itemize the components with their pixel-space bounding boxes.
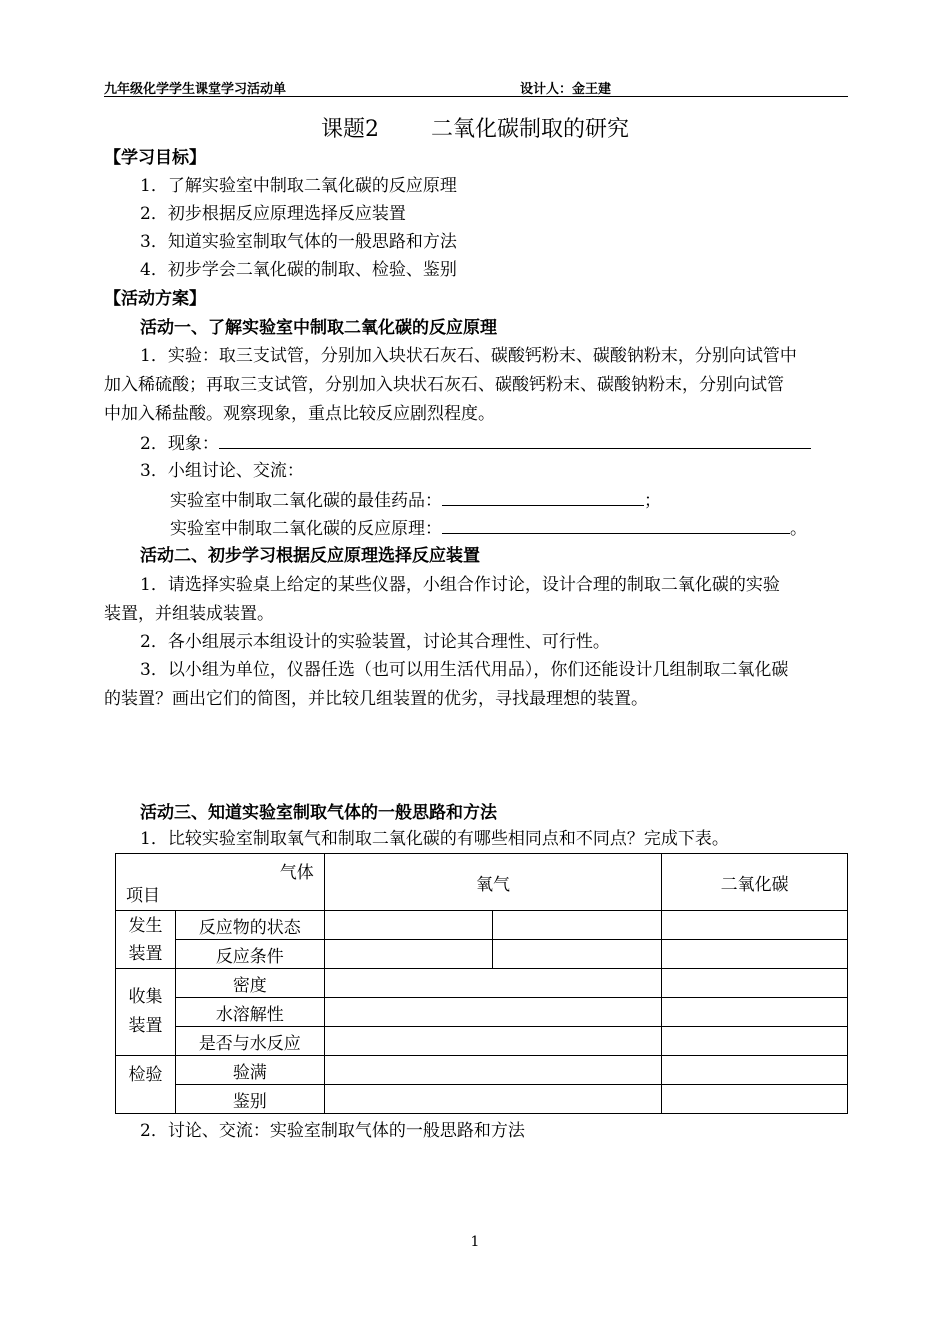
answer-cell[interactable] bbox=[324, 969, 662, 998]
row-label-react-water: 是否与水反应 bbox=[175, 1027, 324, 1056]
comparison-table bbox=[115, 853, 848, 1114]
answer-cell[interactable] bbox=[324, 940, 493, 969]
phenomenon-label: 2．现象： bbox=[140, 434, 219, 454]
goals-heading: 【学习目标】 bbox=[104, 148, 206, 168]
answer-cell[interactable] bbox=[324, 1056, 662, 1085]
table-row bbox=[116, 911, 848, 940]
activity2-p2: 2．各小组展示本组设计的实验装置，讨论其合理性、可行性。 bbox=[140, 632, 610, 652]
goal-item: 4．初步学会二氧化碳的制取、检验、鉴别 bbox=[140, 260, 457, 280]
phenomenon-blank[interactable] bbox=[219, 432, 811, 449]
corner-item-label: 项目 bbox=[126, 886, 160, 906]
principle-line bbox=[170, 517, 807, 540]
answer-cell[interactable] bbox=[493, 911, 662, 940]
plan-heading: 【活动方案】 bbox=[104, 289, 206, 309]
row-label-full: 验满 bbox=[175, 1056, 324, 1085]
table-corner-cell bbox=[116, 854, 325, 911]
row-label-solubility: 水溶解性 bbox=[175, 998, 324, 1027]
table-header-row bbox=[116, 854, 848, 911]
collect-group-cell: 收集 装置 bbox=[116, 969, 176, 1056]
activity2-p1-line1: 1．请选择实验桌上给定的某些仪器，小组合作讨论，设计合理的制取二氧化碳的实验 bbox=[140, 575, 780, 595]
answer-cell[interactable] bbox=[662, 969, 848, 998]
table-row bbox=[116, 1027, 848, 1056]
phenomenon-line bbox=[140, 432, 811, 455]
activity1-exp-line3: 中加入稀盐酸。观察现象，重点比较反应剧烈程度。 bbox=[104, 404, 495, 424]
row-label-state: 反应物的状态 bbox=[175, 911, 324, 940]
activity3-p2: 2．讨论、交流：实验室制取气体的一般思路和方法 bbox=[140, 1121, 525, 1141]
generate-group-cell: 发生 装置 bbox=[116, 911, 176, 969]
goal-item: 1．了解实验室中制取二氧化碳的反应原理 bbox=[140, 176, 457, 196]
best-drug-end: ； bbox=[644, 491, 661, 511]
header-left: 九年级化学学生课堂学习活动单 bbox=[104, 82, 287, 97]
answer-cell[interactable] bbox=[662, 998, 848, 1027]
table-row bbox=[116, 998, 848, 1027]
best-drug-line bbox=[170, 489, 661, 512]
table-row bbox=[116, 969, 848, 998]
activity3-p1: 1．比较实验室制取氧气和制取二氧化碳的有哪些相同点和不同点？完成下表。 bbox=[140, 829, 729, 849]
answer-cell[interactable] bbox=[493, 940, 662, 969]
goal-item: 2．初步根据反应原理选择反应装置 bbox=[140, 204, 406, 224]
table-row bbox=[116, 1085, 848, 1114]
principle-end: 。 bbox=[790, 519, 807, 539]
best-drug-blank[interactable] bbox=[442, 489, 644, 506]
answer-cell[interactable] bbox=[662, 911, 848, 940]
activity2-p1-line2: 装置，并组装成装置。 bbox=[104, 604, 274, 624]
activity2-p3-line1: 3．以小组为单位，仪器任选（也可以用生活代用品），你们还能设计几组制取二氧化碳 bbox=[140, 660, 789, 680]
table-row bbox=[116, 940, 848, 969]
lesson-number: 课题2 bbox=[320, 117, 379, 142]
lesson-topic: 二氧化碳制取的研究 bbox=[430, 117, 629, 142]
page-title bbox=[0, 116, 950, 144]
answer-cell[interactable] bbox=[324, 911, 493, 940]
answer-cell[interactable] bbox=[662, 1027, 848, 1056]
principle-label: 实验室中制取二氧化碳的反应原理： bbox=[170, 519, 442, 539]
row-label-condition: 反应条件 bbox=[175, 940, 324, 969]
activity1-exp-line2: 加入稀硫酸；再取三支试管，分别加入块状石灰石、碳酸钙粉末、碳酸钠粉末，分别向试管 bbox=[104, 375, 784, 395]
best-drug-label: 实验室中制取二氧化碳的最佳药品： bbox=[170, 491, 442, 511]
row-label-density: 密度 bbox=[175, 969, 324, 998]
answer-cell[interactable] bbox=[662, 1056, 848, 1085]
activity3-heading: 活动三、知道实验室制取气体的一般思路和方法 bbox=[140, 803, 497, 823]
answer-cell[interactable] bbox=[324, 998, 662, 1027]
answer-cell[interactable] bbox=[324, 1027, 662, 1056]
test-group-cell: 检验 bbox=[116, 1056, 176, 1114]
goal-item: 3．知道实验室制取气体的一般思路和方法 bbox=[140, 232, 457, 252]
corner-gas-label: 气体 bbox=[279, 863, 314, 883]
activity1-exp-line1: 1．实验：取三支试管，分别加入块状石灰石、碳酸钙粉末、碳酸钠粉末，分别向试管中 bbox=[140, 346, 797, 366]
answer-cell[interactable] bbox=[662, 1085, 848, 1114]
page-number: 1 bbox=[470, 1234, 480, 1250]
co2-column-header: 二氧化碳 bbox=[662, 854, 848, 911]
activity2-heading: 活动二、初步学习根据反应原理选择反应装置 bbox=[140, 546, 480, 566]
table-row bbox=[116, 1056, 848, 1085]
principle-blank[interactable] bbox=[442, 517, 790, 534]
activity1-heading: 活动一、了解实验室中制取二氧化碳的反应原理 bbox=[140, 318, 497, 338]
activity2-p3-line2: 的装置？画出它们的简图，并比较几组装置的优劣，寻找最理想的装置。 bbox=[104, 689, 648, 709]
row-label-identify: 鉴别 bbox=[175, 1085, 324, 1114]
answer-cell[interactable] bbox=[324, 1085, 662, 1114]
discuss-label: 3．小组讨论、交流： bbox=[140, 461, 304, 481]
answer-cell[interactable] bbox=[662, 940, 848, 969]
header-rule bbox=[104, 96, 848, 97]
header-right: 设计人：金王建 bbox=[520, 82, 612, 97]
oxygen-column-header: 氧气 bbox=[324, 854, 662, 911]
